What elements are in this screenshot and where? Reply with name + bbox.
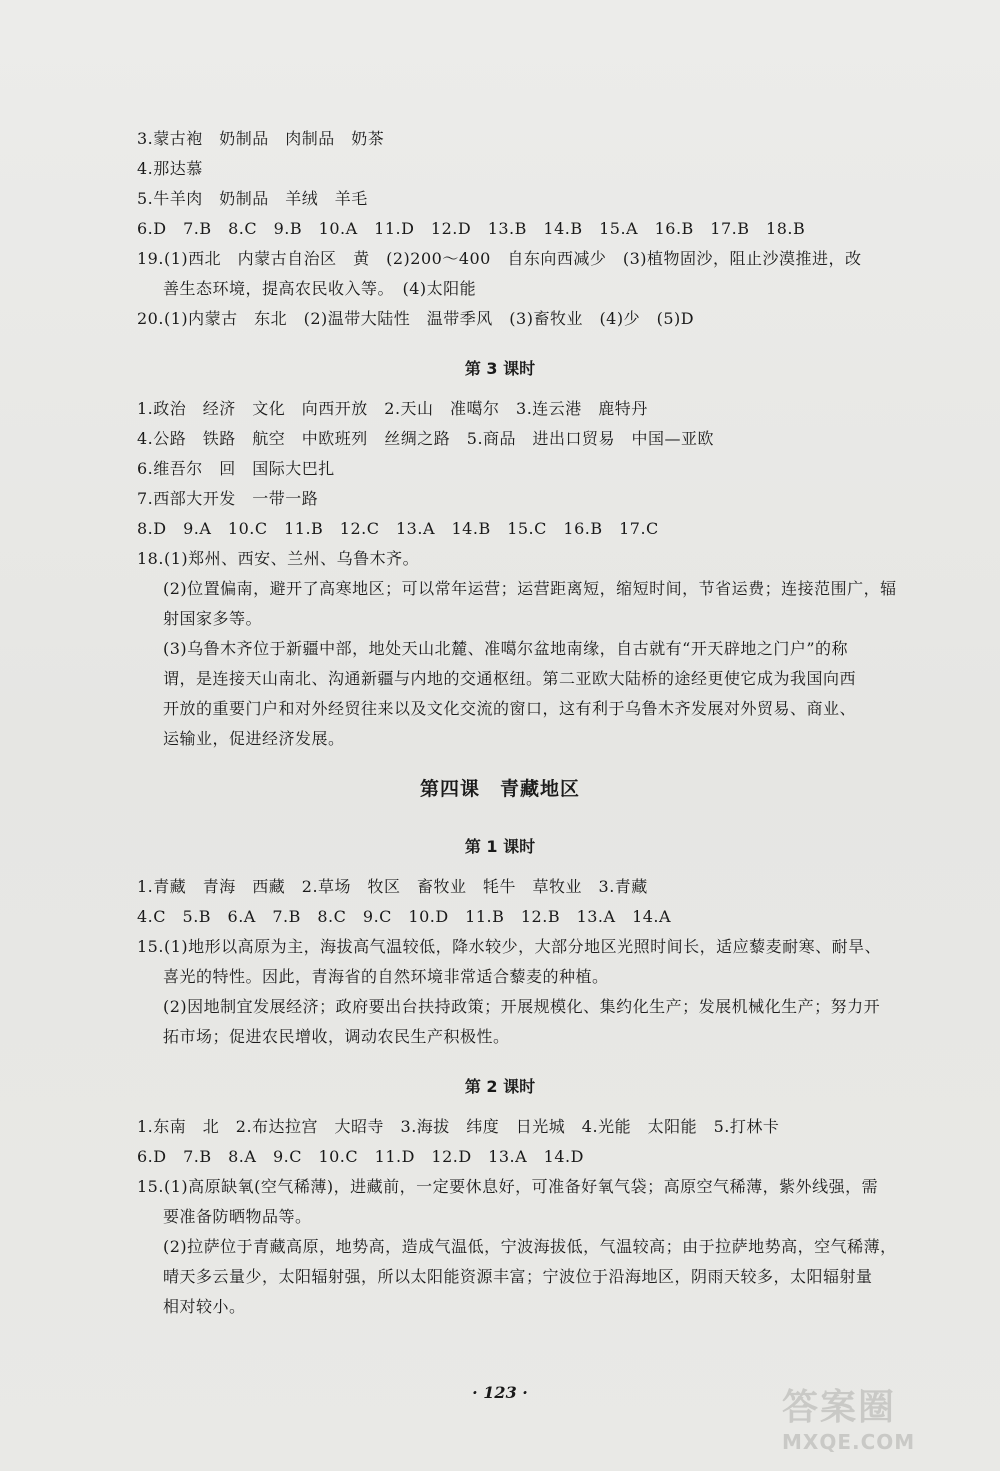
answer-line: (2)位置偏南，避开了高寒地区；可以常年运营；运营距离短，缩短时间，节省运费；连接范围广，辐 [163,579,897,598]
answer-line: 开放的重要门户和对外经贸往来以及文化交流的窗口，这有利于乌鲁木齐发展对外贸易、商业、 [163,699,857,718]
answer-line: 5.牛羊肉 奶制品 羊绒 羊毛 [137,189,368,208]
answer-line: 6.D 7.B 8.C 9.B 10.A 11.D 12.D 13.B 14.B 15.A 16.B 17.B 18.B [137,219,806,238]
answer-line: 要准备防晒物品等。 [163,1207,312,1226]
answer-line: 20.(1)内蒙古 东北 (2)温带大陆性 温带季风 (3)畜牧业 (4)少 (5)D [137,309,695,328]
answer-line: 3.蒙古袍 奶制品 肉制品 奶茶 [137,129,385,148]
answer-line: 1.东南 北 2.布达拉宫 大昭寺 3.海拔 纬度 日光城 4.光能 太阳能 5.打林卡 [137,1117,780,1136]
answer-line: 7.西部大开发 一带一路 [137,489,319,508]
watermark-url: MXQE.COM [782,1430,916,1454]
answer-line: (3)乌鲁木齐位于新疆中部，地处天山北麓、准噶尔盆地南缘，自古就有“开天辟地之门户”的称 [163,639,849,658]
answer-line: 4.公路 铁路 航空 中欧班列 丝绸之路 5.商品 进出口贸易 中国—亚欧 [137,429,715,448]
answer-line: 1.政治 经济 文化 向西开放 2.天山 准噶尔 3.连云港 鹿特丹 [137,399,648,418]
answer-line: 19.(1)西北 内蒙古自治区 黄 (2)200～400 自东向西减少 (3)植物固沙，阻止沙漠推进，改 [137,249,862,268]
answer-line: 拓市场；促进农民增收，调动农民生产积极性。 [163,1027,510,1046]
answer-line: (2)因地制宜发展经济；政府要出台扶持政策；开展规模化、集约化生产；发展机械化生产；努力开 [163,997,881,1016]
answer-line: 谓，是连接天山南北、沟通新疆与内地的交通枢纽。第二亚欧大陆桥的途经更使它成为我国向西 [163,669,857,688]
answer-line: 喜光的特性。因此，青海省的自然环境非常适合藜麦的种植。 [163,967,609,986]
answer-line: 6.维吾尔 回 国际大巴扎 [137,459,335,478]
watermark-title: 答案圈 [782,1387,897,1428]
answer-line: 运输业，促进经济发展。 [163,729,345,748]
answer-line: 善生态环境，提高农民收入等。 (4)太阳能 [163,279,477,298]
answer-line: 1.青藏 青海 西藏 2.草场 牧区 畜牧业 牦牛 草牧业 3.青藏 [137,877,648,896]
answer-line: 6.D 7.B 8.A 9.C 10.C 11.D 12.D 13.A 14.D [137,1147,584,1166]
lesson-heading: 第 1 课时 [464,837,536,856]
lesson-heading: 第 3 课时 [464,359,536,378]
answer-line: 8.D 9.A 10.C 11.B 12.C 13.A 14.B 15.C 16.B 17.C [137,519,659,538]
answer-line: 晴天多云量少，太阳辐射强，所以太阳能资源丰富；宁波位于沿海地区，阴雨天较多，太阳辐射量 [163,1267,873,1286]
lesson-heading: 第 2 课时 [464,1077,536,1096]
answer-line: 15.(1)高原缺氧(空气稀薄)，进藏前，一定要休息好，可准备好氧气袋；高原空气稀薄，紫外线强，需 [137,1177,879,1196]
answer-line: 15.(1)地形以高原为主，海拔高气温较低，降水较少，大部分地区光照时间长，适应藜麦耐寒、耐旱、 [137,937,882,956]
chapter-heading: 第四课 青藏地区 [419,778,580,800]
answer-line: 4.C 5.B 6.A 7.B 8.C 9.C 10.D 11.B 12.B 13.A 14.A [137,907,672,926]
watermark-logo [782,1379,982,1459]
page-number: · 123 · [472,1383,528,1402]
answer-line: (2)拉萨位于青藏高原，地势高，造成气温低，宁波海拔低，气温较高；由于拉萨地势高，空气稀薄， [163,1237,897,1256]
answer-line: 4.那达慕 [137,159,203,178]
answer-line: 18.(1)郑州、西安、兰州、乌鲁木齐。 [137,549,420,568]
answer-line: 射国家多等。 [163,609,263,628]
answer-line: 相对较小。 [163,1297,246,1316]
